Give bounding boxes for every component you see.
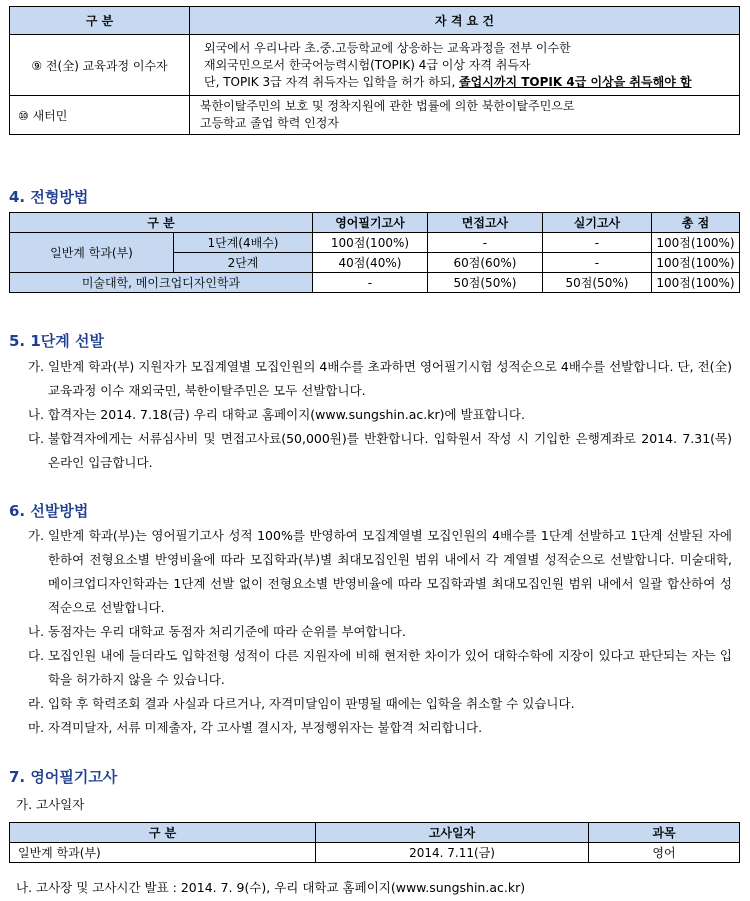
selection-method-list — [22, 524, 732, 740]
section-heading: 7. 영어필기고사 — [9, 768, 118, 786]
total-score-cell: 100점(100%) — [651, 233, 739, 253]
list-item-text: 일반계 학과(부) 지원자가 모집계열별 모집인원의 4배수를 초과하면 영어필기시험 성적순으로 4배수를 선발합니다. 단, 전(全)교육과정 이수 재외국민, 북한이탈주민은 모두 선발합니다. — [48, 359, 732, 398]
requirement-line — [204, 74, 733, 91]
list-marker: 라. — [28, 696, 45, 711]
interview-score-cell: - — [427, 233, 542, 253]
group-cell: 미술대학, 메이크업디자인학과 — [10, 273, 313, 293]
table-row — [10, 273, 740, 293]
stage-cell: 1단계(4배수) — [174, 233, 313, 253]
col-header-requirements: 자 격 요 건 — [190, 7, 740, 35]
list-marker: 다. — [28, 431, 45, 446]
subject-cell: 영어 — [589, 843, 740, 863]
list-marker: 다. — [28, 648, 45, 663]
english-score-cell: 40점(40%) — [312, 253, 427, 273]
list-marker: 가. — [28, 359, 45, 374]
requirement-note: 단, TOPIK 3급 자격 취득자는 입학을 허가 하되, — [204, 74, 460, 89]
col-header-exam-date: 고사일자 — [316, 823, 589, 843]
category-cell: ⑩ 새터민 — [10, 96, 190, 135]
requirement-line: 재외국민으로서 한국어능력시험(TOPIK) 4급 이상 자격 취득자 — [204, 57, 531, 72]
practical-score-cell: - — [542, 253, 651, 273]
table-row — [10, 233, 740, 253]
table-header-row — [10, 823, 740, 843]
exam-date-cell: 2014. 7.11(금) — [316, 843, 589, 863]
list-item — [22, 644, 732, 692]
col-header-subject: 과목 — [589, 823, 740, 843]
table-row — [10, 843, 740, 863]
group-cell: 일반계 학과(부) — [10, 233, 174, 273]
requirement-cell — [190, 96, 740, 135]
list-item-text: 불합격자에게는 서류심사비 및 면접고사료(50,000원)를 반환합니다. 입학원서 작성 시 기입한 은행계좌로 2014. 7.31(목) 온라인 입금합니다. — [48, 431, 732, 470]
list-item — [22, 524, 732, 620]
list-item-text: 모집인원 내에 들더라도 입학전형 성적이 다른 지원자에 비해 현저한 차이가 있어 대학수학에 지장이 있다고 판단되는 자는 입학을 허가하지 않을 수 있습니다. — [48, 648, 732, 687]
col-header-total: 총 점 — [651, 213, 739, 233]
section-heading: 4. 전형방법 — [9, 188, 89, 206]
category-cell: ⑨ 전(全) 교육과정 이수자 — [10, 35, 190, 96]
practical-score-cell: - — [542, 233, 651, 253]
list-item — [22, 716, 732, 740]
table-row — [10, 35, 740, 96]
section-heading: 5. 1단계 선발 — [9, 332, 104, 350]
col-header-category: 구 분 — [10, 213, 313, 233]
list-marker: 마. — [28, 720, 45, 735]
selection-method-table — [9, 212, 740, 293]
col-header-category: 구 분 — [10, 7, 190, 35]
list-item — [22, 427, 732, 475]
english-score-cell: 100점(100%) — [312, 233, 427, 253]
list-marker: 나. — [28, 407, 45, 422]
list-item — [22, 692, 732, 716]
first-stage-selection-list — [22, 355, 732, 475]
col-header-interview: 면접고사 — [427, 213, 542, 233]
list-item-text: 자격미달자, 서류 미제출자, 각 고사별 결시자, 부정행위자는 불합격 처리합니다. — [48, 720, 483, 735]
col-header-english: 영어필기고사 — [312, 213, 427, 233]
practical-score-cell: 50점(50%) — [542, 273, 651, 293]
total-score-cell: 100점(100%) — [651, 253, 739, 273]
table-row — [10, 96, 740, 135]
list-item-text: 일반계 학과(부)는 영어필기고사 성적 100%를 반영하여 모집계열별 모집인원의 4배수를 1단계 선발하고 1단계 선발된 자에 한하여 전형요소별 반영비율에 따라 모집학과(부)별 최대모집인원 범위 내에서 각 계열별 성적순으로 선발합니다. 미술대학, 메이크업디자인학과는 1단계 선발 없이 전형요소별 반영비율에 따라 모집학과별 최대모집인원 범위 내에서 일괄 합산하여 성적순으로 선발합니다. — [48, 528, 732, 615]
list-item — [22, 403, 732, 427]
col-header-practical: 실기고사 — [542, 213, 651, 233]
qualification-header-row — [10, 7, 740, 35]
subsection-label: 가. 고사일자 — [16, 797, 85, 812]
category-cell: 일반계 학과(부) — [10, 843, 316, 863]
col-header-category: 구 분 — [10, 823, 316, 843]
interview-score-cell: 50점(50%) — [427, 273, 542, 293]
list-item-text: 입학 후 학력조회 결과 사실과 다르거나, 자격미달임이 판명될 때에는 입학을 취소할 수 있습니다. — [48, 696, 575, 711]
qualification-table — [9, 6, 740, 135]
interview-score-cell: 60점(60%) — [427, 253, 542, 273]
list-marker: 나. — [28, 624, 45, 639]
list-item — [22, 355, 732, 403]
requirement-line: 북한이탈주민의 보호 및 정착지원에 관한 법률에 의한 북한이탈주민으로 — [200, 99, 575, 113]
list-marker: 가. — [28, 528, 45, 543]
list-item-text: 동점자는 우리 대학교 동점자 처리기준에 따라 순위를 부여합니다. — [48, 624, 406, 639]
section-heading: 6. 선발방법 — [9, 502, 89, 520]
exam-venue-announcement: 나. 고사장 및 고사시간 발표 : 2014. 7. 9(수), 우리 대학교 홈페이지(www.sungshin.ac.kr) — [16, 880, 526, 895]
english-score-cell: - — [312, 273, 427, 293]
table-header-row — [10, 213, 740, 233]
requirement-emphasis: 졸업시까지 TOPIK 4급 이상을 취득해야 함 — [459, 74, 692, 89]
list-item — [22, 620, 732, 644]
requirement-cell — [190, 35, 740, 96]
total-score-cell: 100점(100%) — [651, 273, 739, 293]
requirement-line: 고등학교 졸업 학력 인정자 — [200, 116, 339, 130]
requirement-line: 외국에서 우리나라 초.중.고등학교에 상응하는 교육과정을 전부 이수한 — [204, 40, 571, 55]
list-item-text: 합격자는 2014. 7.18(금) 우리 대학교 홈페이지(www.sungshin.ac.kr)에 발표합니다. — [48, 407, 525, 422]
stage-cell: 2단계 — [174, 253, 313, 273]
exam-date-table — [9, 822, 740, 863]
